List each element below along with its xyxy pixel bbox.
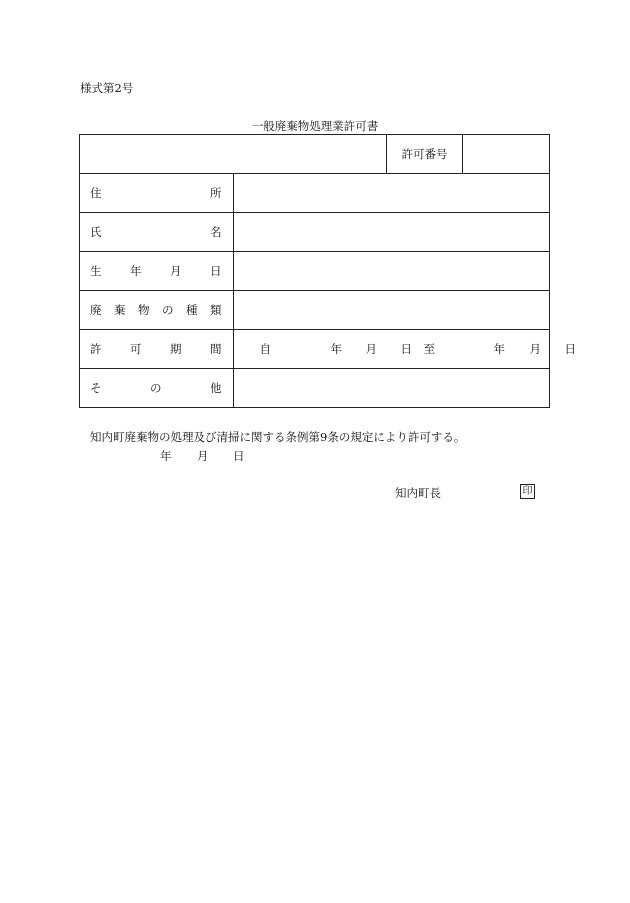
label-char: 物	[138, 303, 150, 317]
address-value	[233, 174, 550, 213]
other-label	[80, 369, 234, 408]
seal-stamp: 印	[520, 484, 535, 499]
period-month-1: 月	[365, 342, 377, 356]
permit-table	[79, 134, 576, 408]
issue-date-year: 年	[160, 449, 172, 463]
name-label	[80, 213, 234, 252]
label-char: 住	[90, 186, 102, 200]
issuer-title: 知内町長	[395, 486, 441, 500]
label-char: 年	[130, 264, 142, 278]
waste-type-value	[233, 291, 550, 330]
label-char: 間	[210, 342, 222, 356]
label-char: 類	[210, 303, 222, 317]
issue-date-month: 月	[197, 449, 209, 463]
period-day-2: 日	[564, 342, 576, 356]
label-char: 可	[130, 342, 142, 356]
birthdate-value	[233, 252, 550, 291]
waste-type-row	[80, 291, 550, 330]
name-value	[233, 213, 550, 252]
permit-period-label	[80, 330, 234, 369]
label-char: 許	[90, 342, 102, 356]
period-from-label: 自	[259, 342, 271, 356]
document-title: 一般廃棄物処理業許可書	[251, 119, 379, 133]
period-to-label: 至	[423, 342, 435, 356]
issue-date-day: 日	[233, 449, 245, 463]
permit-period-row	[80, 330, 550, 369]
label-char: 他	[210, 381, 222, 395]
label-char: 氏	[90, 225, 102, 239]
birthdate-row	[80, 252, 550, 291]
other-row	[80, 369, 550, 408]
label-char: の	[150, 381, 162, 395]
label-char: 種	[186, 303, 198, 317]
permit-period-value	[233, 330, 576, 369]
period-year-2: 年	[493, 342, 505, 356]
name-row	[80, 213, 550, 252]
label-char: そ	[90, 381, 102, 395]
label-char: 日	[210, 264, 222, 278]
other-value	[233, 369, 550, 408]
period-year-1: 年	[330, 342, 342, 356]
address-row	[80, 174, 550, 213]
form-number: 様式第2号	[80, 81, 134, 95]
period-month-2: 月	[529, 342, 541, 356]
label-char: の	[162, 303, 174, 317]
permit-number-value	[463, 135, 550, 174]
birthdate-label	[80, 252, 234, 291]
header-blank-cell	[80, 135, 387, 174]
period-day-1: 日	[400, 342, 412, 356]
permit-number-row	[80, 135, 550, 174]
label-char: 廃	[90, 303, 102, 317]
label-char: 棄	[114, 303, 126, 317]
permit-number-label: 許可番号	[387, 135, 463, 174]
label-char: 所	[210, 186, 222, 200]
label-char: 月	[170, 264, 182, 278]
label-char: 名	[210, 225, 222, 239]
label-char: 生	[90, 264, 102, 278]
label-char: 期	[170, 342, 182, 356]
address-label	[80, 174, 234, 213]
waste-type-label	[80, 291, 234, 330]
permit-statement: 知内町廃棄物の処理及び清掃に関する条例第9条の規定により許可する。	[90, 430, 466, 444]
